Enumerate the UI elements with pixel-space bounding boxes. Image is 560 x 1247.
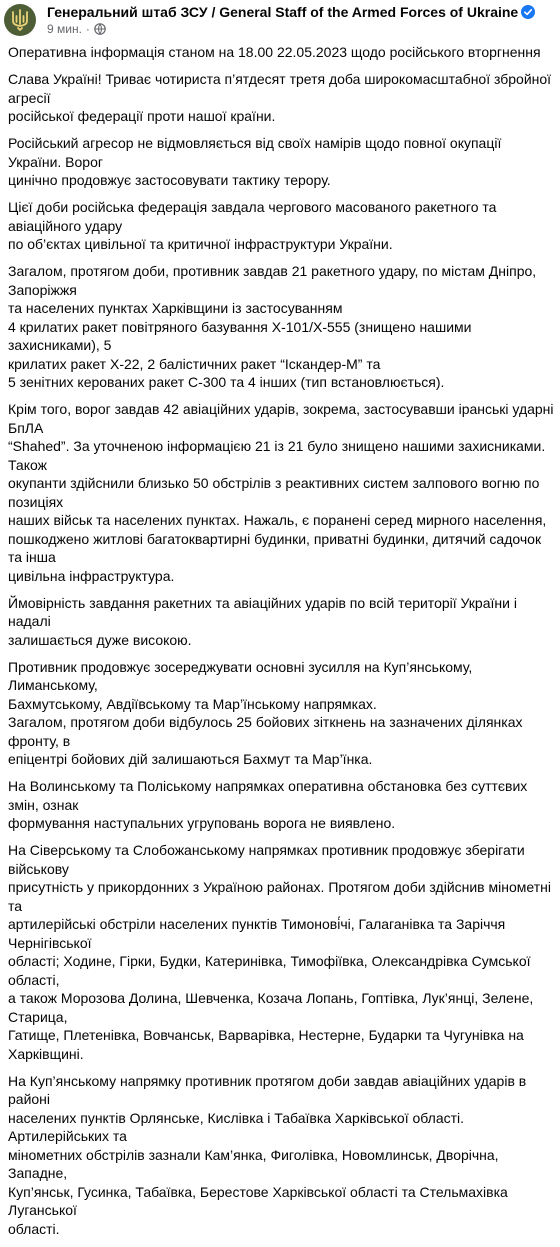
post-paragraph: Загалом, протягом доби, противник завдав 21 ракетного удару, по містам Дніпро, Запоріжжя та населених пунктах Харківщини із застосуванням 4 крилатих ракет повітряного базування Х-101/Х-555 (знищено нашими захисниками), 5 крилатих ракет Х-22, 2 балістичних ракет “Іскандер-М” та 5 зенітних керованих ракет С-300 та 4 інших (тип встановлюється). [8, 263, 537, 390]
post-paragraph: На Куп’янському напрямку противник протягом доби завдав авіаційних ударів в районі населених пунктів Орлянське, Кислівка і Табаївка Харківської області. Артилерійських та мінометних обстрілів зазнали Кам’янка, Фиголівка, Новомлинськ, Дворічна, Западне, Куп’янськ, Гусинка, Табаївка, Берестове Харківської області та Стельмахівка Луганської області. [8, 1072, 527, 1237]
post-paragraph: Оперативна інформація станом на 18.00 22.05.2023 щодо російського вторгнення [8, 44, 541, 60]
verified-badge-icon [521, 5, 535, 19]
post-paragraph: Слава Україні! Триває чотириста п’ятдесят третя доба широкомасштабної збройної агресії російської федерації проти нашої країни. [8, 71, 552, 124]
page-avatar[interactable] [4, 4, 36, 36]
author-line [47, 3, 535, 21]
post-paragraph: Противник продовжує зосереджувати основні зусилля на Куп’янському, Лиманському, Бахмутському, Авдіївському та Мар’їнському напрямках. Загалом, протягом доби відбулось 25 бойових зіткнень на зазначених ділянках фронту, в епіцентрі бойових дій залишаються Бахмут та Мар’їнка. [8, 658, 523, 767]
public-audience-globe-icon[interactable] [94, 23, 106, 35]
post-meta [47, 22, 106, 36]
post-paragraph: Крім того, ворог завдав 42 авіаційних ударів, зокрема, застосувавши іранські ударні БпЛА “Shahed”. За уточненою інформацією 21 із 21 було знищено нашими захисниками. Також окупанти здійснили близько 50 обстрілів з реактивних систем залпового вогню по позиціях наших військ та населених пунктах. Нажаль, є поранені серед мирного населення, пошкоджено житлові багатоквартирні будинки, приватні будинки, дитячий садочок та інша цивільна інфраструктура. [8, 401, 554, 584]
post-header [0, 0, 560, 40]
post-paragraph: На Волинському та Поліському напрямках оперативна обстановка без суттєвих змін, ознак формування наступальних угруповань ворога не виявлено. [8, 778, 528, 831]
post-paragraph: Цієї доби російська федерація завдала чергового масованого ракетного та авіаційного удару по об’єктах цивільної та критичної інфраструктури України. [8, 199, 497, 252]
post-timestamp[interactable]: 9 мин. [47, 22, 82, 36]
post-paragraph: Російський агресор не відмовляється від своїх намірів щодо повної окупації України. Ворог цинічно продовжує застосовувати тактику терору. [8, 135, 502, 188]
trident-emblem-icon [10, 9, 30, 31]
post-body [8, 43, 556, 1247]
post-paragraph: Ймовірність завдання ракетних та авіаційних ударів по всій території України і надалі залишається дуже високою. [8, 594, 517, 648]
author-name[interactable]: Генеральний штаб ЗСУ / General Staff of the Armed Forces of Ukraine [47, 4, 519, 20]
post-paragraph: На Сіверському та Слобожанському напрямках противник продовжує зберігати військову присутність у прикордонних з Україною районах. Протягом доби здійснив мінометні та артилерійські обстріли населених пунктів Тимонові́чі, Галаганівка та Заріччя Чернігівської області; Ходине, Гірки, Будки, Катеринівка, Тимофіївка, Олександрівка Сумської області, а також Морозова Долина, Шевченка, Козача Лопань, Гоптівка, Лук’янці, Зелене, Старица, Гатище, Плетенівка, Вовчанськ, Варварівка, Нестерне, Бударки та Чугунівка на Харківщині. [8, 842, 551, 1062]
meta-separator: · [85, 22, 90, 36]
